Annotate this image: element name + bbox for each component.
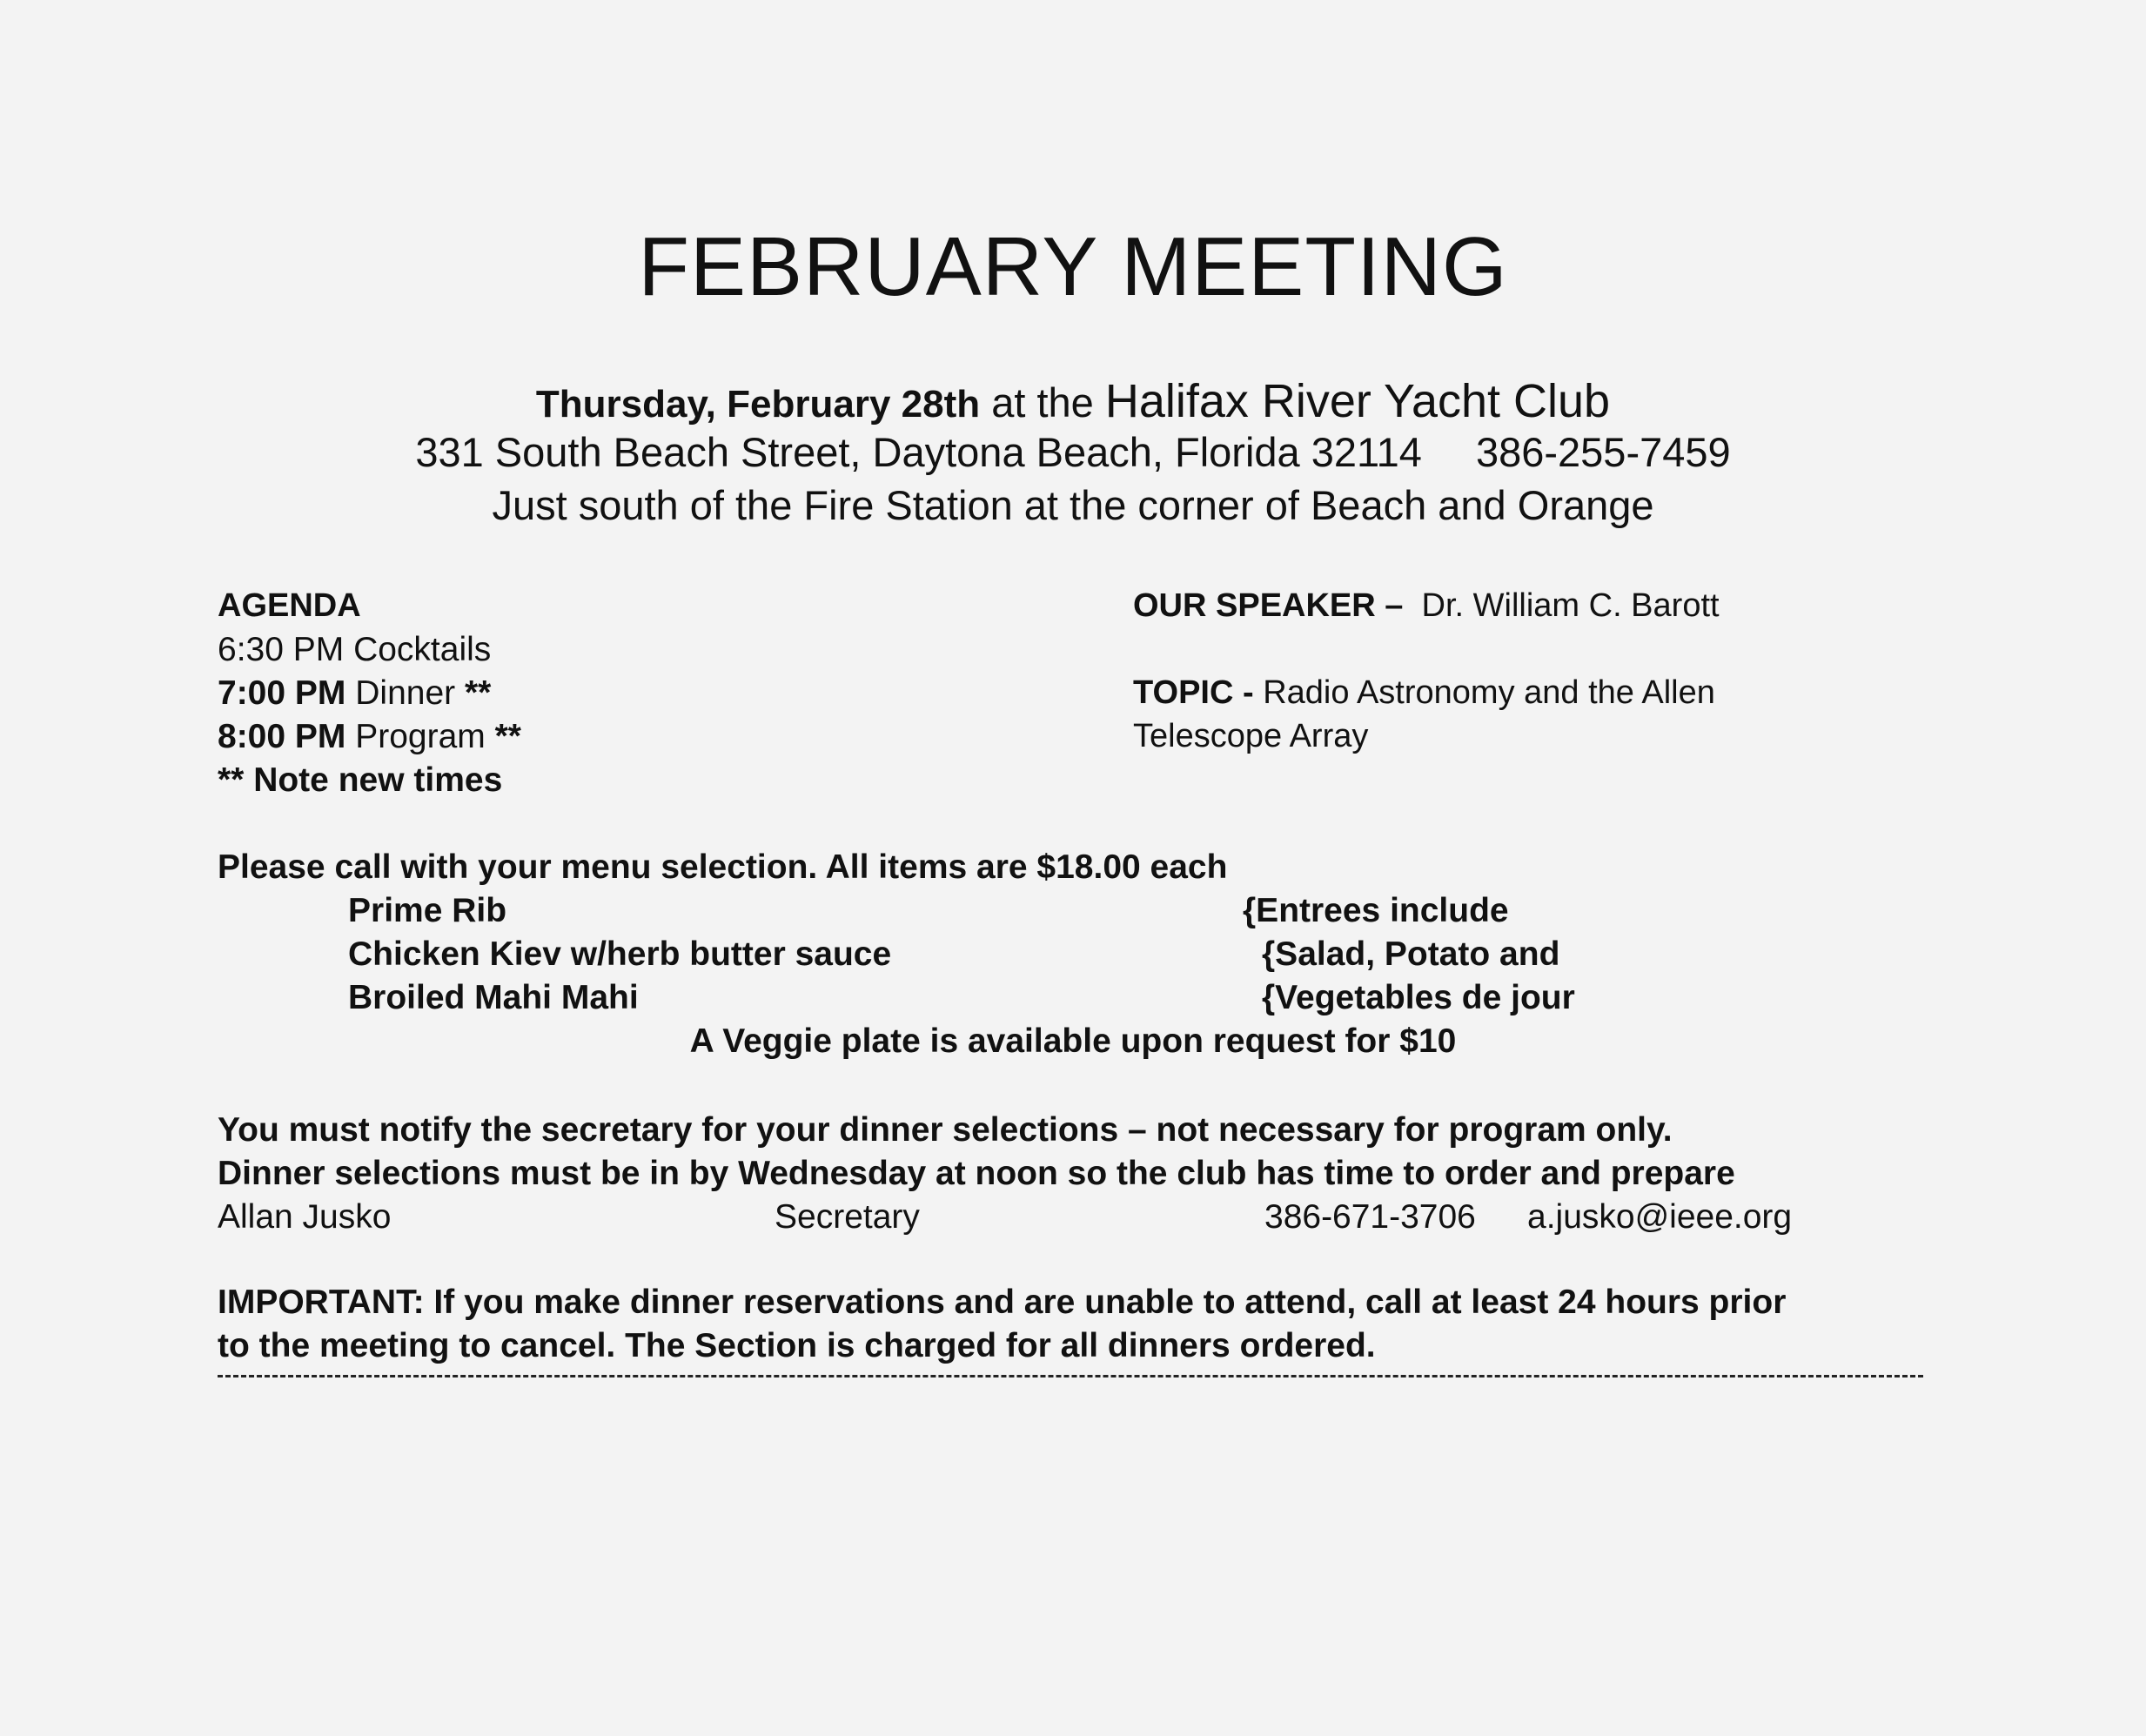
meeting-date: Thursday, February 28th <box>535 383 981 426</box>
agenda-dinner-label: Dinner <box>345 674 465 712</box>
agenda-dinner-mark: ** <box>464 674 492 712</box>
veggie-note: A Veggie plate is available upon request for $10 <box>689 1022 1457 1060</box>
secretary-role: Secretary <box>775 1198 920 1236</box>
agenda-dinner <box>218 674 491 713</box>
meeting-date-venue <box>0 374 2146 428</box>
topic-line <box>1133 674 1715 712</box>
menu-item: Broiled Mahi Mahi <box>348 979 639 1016</box>
at-the-text: at the <box>991 379 1094 426</box>
agenda-program-label: Program <box>345 718 495 755</box>
topic-text-2: Telescope Array <box>1133 718 1369 754</box>
venue-directions: Just south of the Fire Station at the corner of Beach and Orange <box>492 482 1654 528</box>
agenda-cocktails: 6:30 PM Cocktails <box>218 631 492 668</box>
menu-includes: {Entrees include <box>1243 892 1509 929</box>
secretary-name: Allan Jusko <box>218 1198 392 1236</box>
secretary-phone: 386-671-3706 <box>1264 1198 1476 1236</box>
menu-includes: {Salad, Potato and <box>1262 935 1560 973</box>
agenda-program-time: 8:00 PM <box>218 718 346 755</box>
important-line-1: IMPORTANT: If you make dinner reservations and are unable to attend, call at least 24 hours prior <box>218 1284 1787 1321</box>
agenda-heading: AGENDA <box>218 587 361 624</box>
speaker-name: Dr. William C. Barott <box>1421 587 1720 624</box>
menu-intro: Please call with your menu selection. All items are $18.00 each <box>218 848 1228 886</box>
speaker-line <box>1133 587 1720 625</box>
speaker-label: OUR SPEAKER – <box>1133 587 1404 624</box>
venue-name: Halifax River Yacht Club <box>1104 375 1611 427</box>
menu-includes: {Vegetables de jour <box>1262 979 1575 1016</box>
menu-item: Prime Rib <box>348 892 507 929</box>
agenda-note: ** Note new times <box>218 761 503 799</box>
agenda-dinner-time: 7:00 PM <box>218 674 346 712</box>
notify-line-1: You must notify the secretary for your dinner selections – not necessary for program only. <box>218 1111 1673 1149</box>
menu-item: Chicken Kiev w/herb butter sauce <box>348 935 892 973</box>
venue-address-line <box>0 428 2146 476</box>
important-line-2: to the meeting to cancel. The Section is charged for all dinners ordered. <box>218 1327 1376 1364</box>
venue-address: 331 South Beach Street, Daytona Beach, Florida 32114 <box>415 429 1422 475</box>
secretary-email: a.jusko@ieee.org <box>1527 1198 1793 1236</box>
agenda-program-mark: ** <box>494 718 521 755</box>
notify-line-2: Dinner selections must be in by Wednesday at noon so the club has time to order and prepare <box>218 1155 1735 1192</box>
venue-phone: 386-255-7459 <box>1475 429 1731 475</box>
topic-text-1: Radio Astronomy and the Allen <box>1263 674 1715 711</box>
dashed-divider <box>218 1375 1923 1377</box>
page-title: FEBRUARY MEETING <box>638 220 1508 313</box>
agenda-program <box>218 718 521 756</box>
topic-label: TOPIC - <box>1133 674 1254 711</box>
